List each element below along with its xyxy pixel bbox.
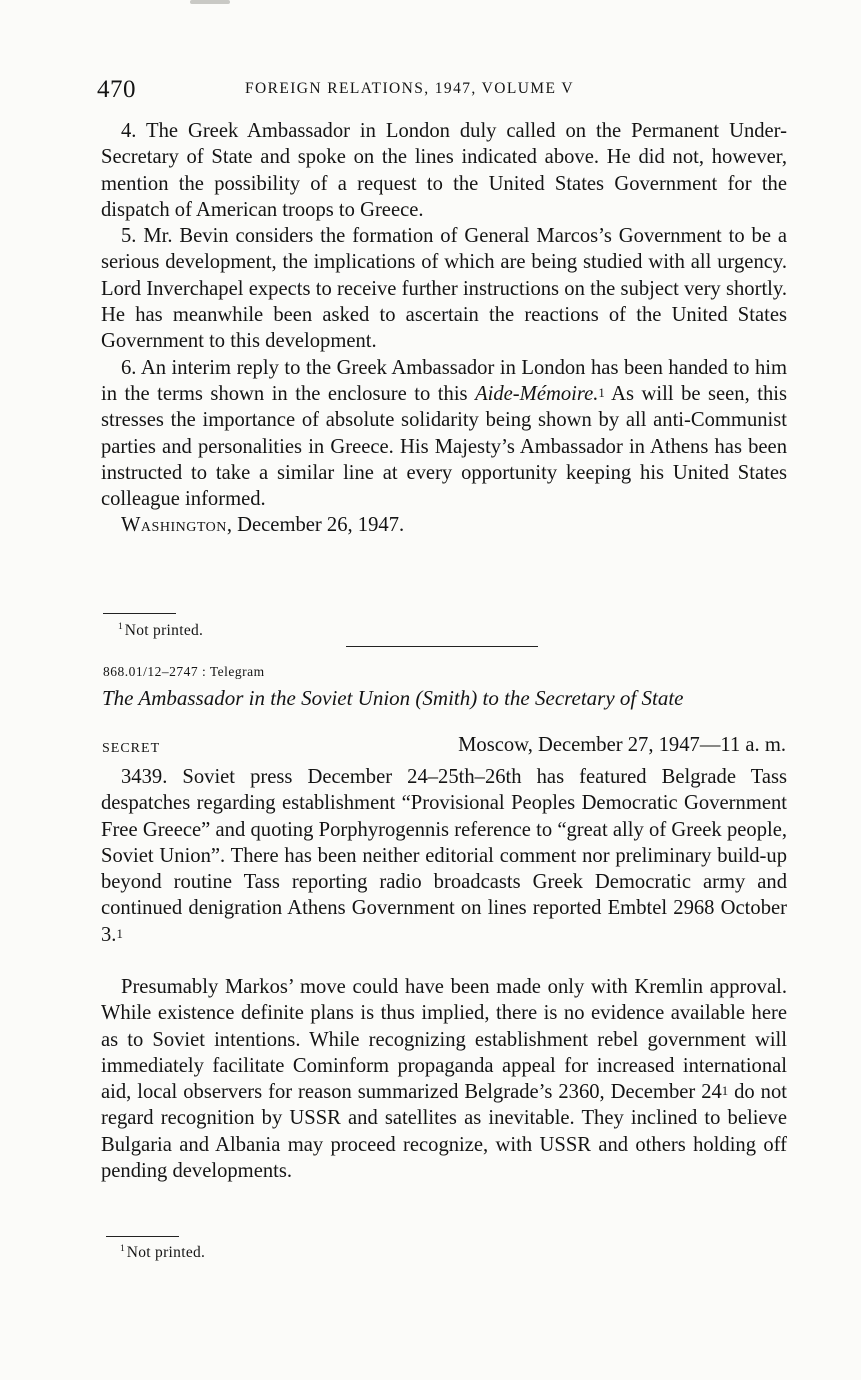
telegram-body-2 — [101, 974, 787, 1184]
scan-mark — [190, 0, 230, 4]
footnote-ref: 1 — [598, 385, 605, 400]
telegram-body-1 — [101, 764, 787, 948]
telegram-paragraph-2-text-a: Presumably Markos’ move could have been made only with Kremlin approval. While existence definite plans is thus implied, there is no evidence available here as to Soviet intentions. While recognizing establishment rebel government will immediately facilitate Cominform propaganda appeal for increased international aid, local observers for reason summarized Belgrade’s 2360, December 24 — [101, 976, 787, 1104]
aide-memoire-continuation — [101, 118, 787, 539]
classification-marking: SECRET — [102, 741, 161, 756]
page-number: 470 — [97, 76, 136, 103]
footnote-ref: 1 — [116, 926, 123, 941]
footnote-marker: 1 — [120, 1243, 126, 1254]
telegram-paragraph-1 — [101, 764, 787, 948]
paragraph-6-text-a: 6. An interim reply to the Greek Ambassador in London has been handed to him in the terms shown in the enclosure to this — [101, 356, 787, 405]
footnote-2 — [120, 1244, 205, 1262]
signoff — [101, 512, 787, 538]
document-title: The Ambassador in the Soviet Union (Smith) to the Secretary of State — [102, 686, 684, 710]
telegram-paragraph-2-text-b: do not regard recognition by USSR and satellites as inevitable. They inclined to believe Bulgaria and Albania may proceed recognize, with USSR and others holding off pending developments. — [101, 1081, 787, 1183]
footnote-rule — [103, 613, 176, 614]
paragraph-4: 4. The Greek Ambassador in London duly called on the Permanent Under-Secretary of State and spoke on the lines indicated above. He did not, however, mention the possibility of a request to the United States Government for the dispatch of American troops to Greece. — [101, 120, 787, 221]
paragraph-5: 5. Mr. Bevin considers the formation of General Marcos’s Government to be a serious development, the implications of which are being studied with all urgency. Lord Inverchapel expects to receive further instructions on the subject very shortly. He has meanwhile been asked to ascertain the reactions of the United States Government to this development. — [101, 225, 787, 353]
footnote-marker: 1 — [118, 621, 124, 632]
footnote-1 — [118, 622, 203, 640]
section-divider — [346, 646, 538, 647]
paragraph-6 — [101, 355, 787, 513]
signoff-place: Washington — [121, 514, 227, 537]
footnote-text: Not printed. — [126, 1244, 206, 1261]
footnote-text: Not printed. — [124, 622, 204, 639]
page-header — [97, 74, 787, 106]
telegram-paragraph-1-text: 3439. Soviet press December 24–25th–26th has featured Belgrade Tass despatches regarding establishment “Provisional Peoples Democratic Government Free Greece” and quoting Porphyrogennis reference to “great ally of Greek people, Soviet Union”. There has been neither editorial comment nor preliminary build-up beyond routine Tass reporting radio broadcasts Greek Democratic army and continued denigration Athens Government on lines reported Embtel 2968 October 3. — [101, 766, 787, 946]
footnote-rule — [106, 1236, 179, 1237]
running-head: FOREIGN RELATIONS, 1947, VOLUME V — [245, 80, 574, 97]
file-reference: 868.01/12–2747 : Telegram — [103, 664, 265, 679]
signoff-date: , December 26, 1947. — [226, 514, 405, 537]
aide-memoire-italic: Aide-Mémoire. — [475, 382, 599, 405]
paragraph-6-text-b: As will be seen, this stresses the importance of absolute solidarity being shown by all anti-Communist parties and personalities in Greece. His Majesty’s Ambassador in Athens has been instructed to take a similar line at every opportunity keeping his United States colleague informed. — [101, 382, 787, 511]
dateline: Moscow, December 27, 1947—11 a. m. — [458, 734, 786, 756]
footnote-ref: 1 — [721, 1084, 729, 1099]
telegram-paragraph-2 — [101, 974, 787, 1184]
